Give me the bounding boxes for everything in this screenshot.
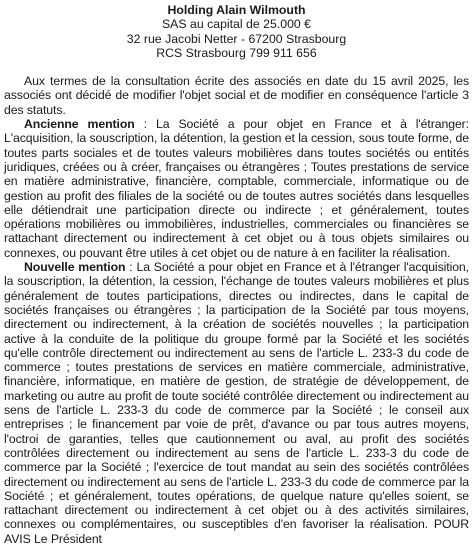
notice-header	[4, 3, 469, 60]
company-name: Holding Alain Wilmouth	[167, 3, 306, 17]
nouvelle-mention-label: Nouvelle mention	[24, 260, 126, 275]
nouvelle-mention-paragraph	[4, 260, 469, 546]
header-spacer	[4, 60, 469, 74]
company-rcs: RCS Strasbourg 799 911 656	[156, 45, 317, 60]
ancienne-mention-text: : La Société a pour objet en France et à l'étranger: L'acquisition, la souscription, la détention, la gestion et la cession, sous toute forme, de toutes parts sociales et de toutes valeurs mobilières dans toutes sociétés ou entités juridiques, créées ou à créer, françaises ou étrangères ; Toutes prestations de service en matière administrative, financière, comptable, commerciale, informatique ou de gestion au profit des filiales de la société ou de toutes autres sociétés dans lesquelles elle détiendrait une participation directe ou indirecte ; et généralement, toutes opérations mobilières ou immobilières, industrielles, commerciales ou financières se rattachant directement ou indirectement à cet objet ou à tous objets similaires ou connexes, ou pouvant être utiles à cet objet ou de nature à en faciliter la réalisation.	[4, 117, 469, 260]
company-capital: SAS au capital de 25.000 €	[161, 17, 312, 32]
company-address: 32 rue Jacobi Netter - 67200 Strasbourg	[126, 31, 347, 46]
ancienne-mention-paragraph	[4, 117, 469, 260]
ancienne-mention-label: Ancienne mention	[24, 117, 135, 132]
nouvelle-mention-text: : La Société a pour objet en France et à l'étranger l'acquisition, la souscription, la détention, la cession, l'échange de toutes valeurs mobilières et plus généralement de toutes participations, directes ou indirectes, dans le capital de sociétés françaises ou étrangères ; la participation de la Société par tous moyens, directement ou indirectement, à la création de sociétés nouvelles ; la participation active à la conduite de la politique du groupe formé par la Société et les sociétés qu'elle contrôle directement ou indirectement au sens de l'article L. 233-3 du code de commerce ; toutes prestations de services en matière commerciale, administrative, financière, informatique, en matière de gestion, de stratégie de développement, de marketing ou autre au profit de toute société contrôlée directement ou indirectement au sens de l'article L. 233-3 du code de commerce par la Société ; le conseil aux entreprises ; le financement par voie de prêt, d'avance ou par tous autres moyens, l'octroi de garanties, telles que cautionnement ou aval, au profit des sociétés contrôlées directement ou indirectement au sens de l'article L. 233-3 du code de commerce par la Société ; l'exercice de tout mandat au sein des sociétés contrôlées directement ou indirectement au sens de l'article L. 233-3 du code de commerce par la Société ; et généralement, toutes opérations, de quelque nature qu'elles soient, se rattachant directement ou indirectement à cet objet ou à des activités similaires, connexes ou complémentaires, ou susceptibles d'en favoriser la réalisation. POUR AVIS Le Président	[4, 260, 470, 546]
intro-paragraph: Aux termes de la consultation écrite des associés en date du 15 avril 2025, les associés ont décidé de modifier l'objet social et de modifier en conséquence l'article 3 des statuts.	[4, 74, 469, 117]
